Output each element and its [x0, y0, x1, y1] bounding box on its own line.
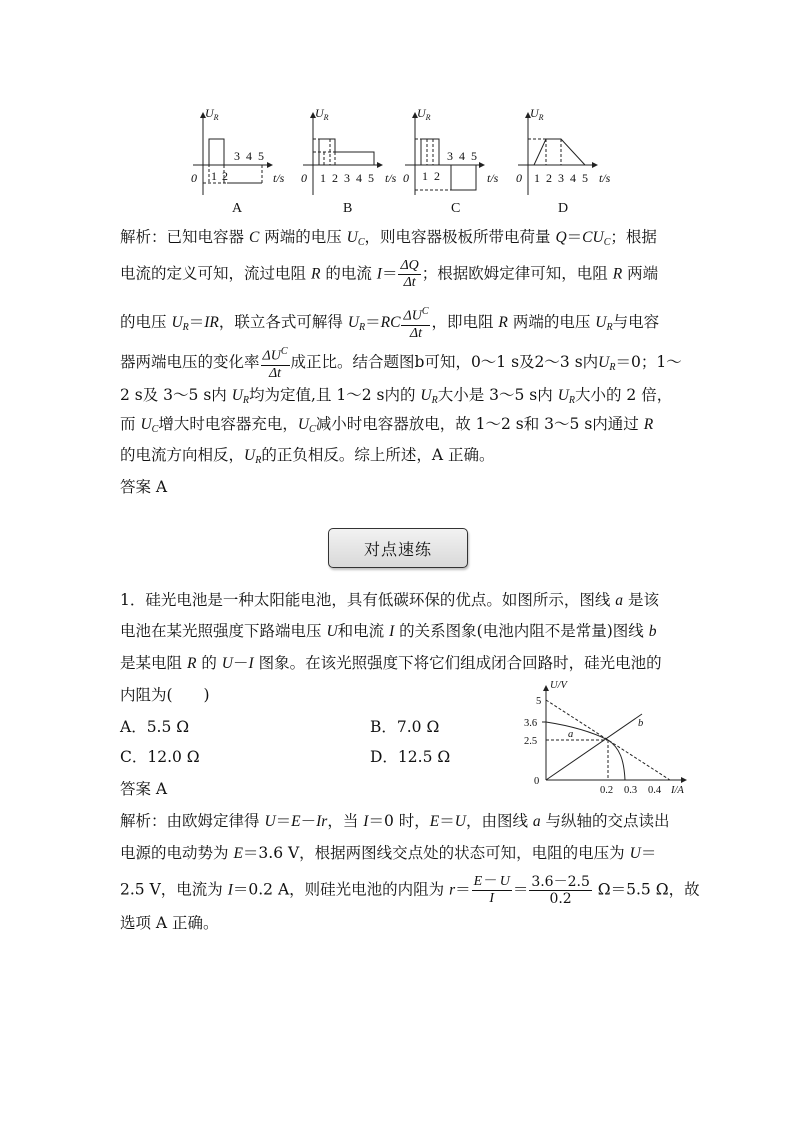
answer-graphs	[0, 0, 794, 215]
svg-text:UR: $U_R$	[205, 106, 219, 122]
graph-label-b: B	[343, 201, 353, 215]
curve-a-label: a	[568, 729, 574, 740]
svg-text:t/s: t/s	[599, 171, 611, 185]
analysis2-line1: 解析：由欧姆定律得 U＝E－Ir，当 I＝0 时，E＝U，由图线 a 与纵轴的交点读出	[120, 812, 670, 830]
graph-label-a: A	[232, 201, 243, 215]
svg-text:5: 5	[582, 171, 588, 185]
svg-text:1: 1	[534, 171, 540, 185]
svg-text:t/s: t/s	[385, 171, 397, 185]
analysis2-line4: 选项 A 正确。	[120, 914, 219, 932]
svg-text:0: 0	[516, 171, 522, 185]
svg-text:4: 4	[246, 149, 252, 163]
ui-xlabel: I/A	[671, 785, 684, 796]
svg-text:5: 5	[258, 149, 264, 163]
svg-text:1: 1	[422, 169, 428, 183]
analysis1-line4: 器两端电压的变化率 $\frac{\Delta U^C}{\Delta t}$ 成正比。结合题图b可知，0～1 s及2～3 s内$U_R=0$；1～	[120, 346, 682, 381]
question-line1: 1．硅光电池是一种太阳能电池，具有低碳环保的优点。如图所示，图线 a 是该	[120, 591, 659, 609]
svg-text:5: 5	[471, 149, 477, 163]
svg-text:4: 4	[459, 149, 465, 163]
svg-text:UR: $U_R$	[530, 106, 544, 122]
svg-text:0.4: 0.4	[648, 785, 662, 796]
question-line2: 电池在某光照强度下路端电压 U和电流 I 的关系图象(电池内阻不是常量)图线 b	[120, 622, 657, 640]
analysis1-line3: 的电压 $U_R=IR$，联立各式可解得 $U_R=RC$ $\frac{\Delta U^C}{\Delta t}$ ，即电阻 R 两端的电压 $U_R$与电容	[120, 306, 660, 341]
svg-text:3: 3	[558, 171, 564, 185]
svg-text:UR: $U_R$	[315, 106, 329, 122]
analysis1-line2: 电流的定义可知，流过电阻 R 的电流 I＝ $\frac{\Delta Q}{\Delta t}$ ；根据欧姆定律可知，电阻 R 两端	[120, 258, 659, 290]
line-b-label: b	[638, 718, 644, 729]
svg-text:2: 2	[222, 169, 228, 183]
svg-text:2.5: 2.5	[524, 736, 538, 747]
svg-text:2: 2	[332, 171, 338, 185]
analysis1-answer: 答案 A	[120, 478, 168, 496]
option-d: D．12.5 Ω	[370, 748, 451, 766]
graph-label-c: C	[451, 201, 461, 215]
svg-text:1: 1	[211, 169, 217, 183]
question-line3: 是某电阻 R 的 U－I 图象。在该光照强度下将它们组成闭合回路时，硅光电池的	[120, 654, 662, 672]
ui-graph	[520, 676, 700, 796]
fraction-r-value: $\frac{3.6-2.5}{0.2}$	[531, 874, 590, 907]
analysis2-line2: 电源的电动势为 E＝3.6 V，根据两图线交点处的状态可知，电阻的电压为 U＝	[120, 844, 657, 862]
question-answer: 答案 A	[120, 780, 168, 798]
graph-label-d: D	[558, 201, 569, 215]
fraction-dq-dt: $\frac{\Delta Q}{\Delta t}$	[400, 258, 419, 290]
svg-text:4: 4	[570, 171, 576, 185]
section-title: 对点速练	[363, 539, 432, 559]
svg-text:t/s: t/s	[273, 171, 285, 185]
svg-text:5: 5	[368, 171, 374, 185]
section-title-box	[328, 528, 468, 568]
svg-text:3: 3	[234, 149, 240, 163]
option-a: A．5.5 Ω	[120, 718, 190, 736]
svg-text:1: 1	[320, 171, 326, 185]
ui-ylabel: U/V	[550, 680, 567, 691]
svg-text:3.6: 3.6	[524, 718, 538, 729]
analysis1-line6: 而 $U_C$增大时电容器充电，$U_C$减小时电容器放电，故 1～2 s和 3～5 s内通过 R	[120, 415, 654, 435]
svg-text:0: 0	[191, 171, 197, 185]
svg-text:4: 4	[356, 171, 362, 185]
svg-text:0.2: 0.2	[600, 785, 614, 796]
svg-text:5: 5	[536, 696, 542, 707]
svg-text:2: 2	[546, 171, 552, 185]
svg-text:0.3: 0.3	[624, 785, 638, 796]
svg-text:0: 0	[403, 171, 409, 185]
option-c: C．12.0 Ω	[120, 748, 200, 766]
analysis1-line7: 的电流方向相反，$U_R$的正负相反。综上所述，A 正确。	[120, 446, 495, 466]
fraction-duc-dt: $\frac{\Delta U^C}{\Delta t}$	[403, 306, 429, 341]
fraction-r-formula: $\frac{E- U}{I}$	[473, 874, 510, 906]
svg-text:0: 0	[534, 776, 540, 787]
analysis1-line1: 解析：已知电容器 C 两端的电压 $U_C$，则电容器极板所带电荷量 $Q=CU_C$；根据	[120, 228, 657, 248]
analysis1-line5: 2 s及 3～5 s内 $U_R$均为定值,且 1～2 s内的 $U_R$大小是 3～5 s内 $U_R$大小的 2 倍，	[120, 386, 673, 406]
option-b: B．7.0 Ω	[370, 718, 440, 736]
analysis2-line3: 2.5 V，电流为 I＝0.2 A，则硅光电池的内阻为 r＝ $\frac{E- U}{I}$ ＝ $\frac{3.6-2.5}{0.2}$ Ω＝5.5 Ω，故	[120, 874, 700, 907]
svg-text:3: 3	[344, 171, 350, 185]
svg-text:3: 3	[447, 149, 453, 163]
svg-text:0: 0	[301, 171, 307, 185]
question-line4: 内阻为( )	[120, 686, 210, 704]
svg-text:2: 2	[434, 169, 440, 183]
svg-text:t/s: t/s	[487, 171, 499, 185]
fraction-duc-dt-2: $\frac{\Delta U^C}{\Delta t}$	[262, 346, 288, 381]
svg-text:UR: $U_R$	[417, 106, 431, 122]
line-b	[546, 714, 642, 780]
